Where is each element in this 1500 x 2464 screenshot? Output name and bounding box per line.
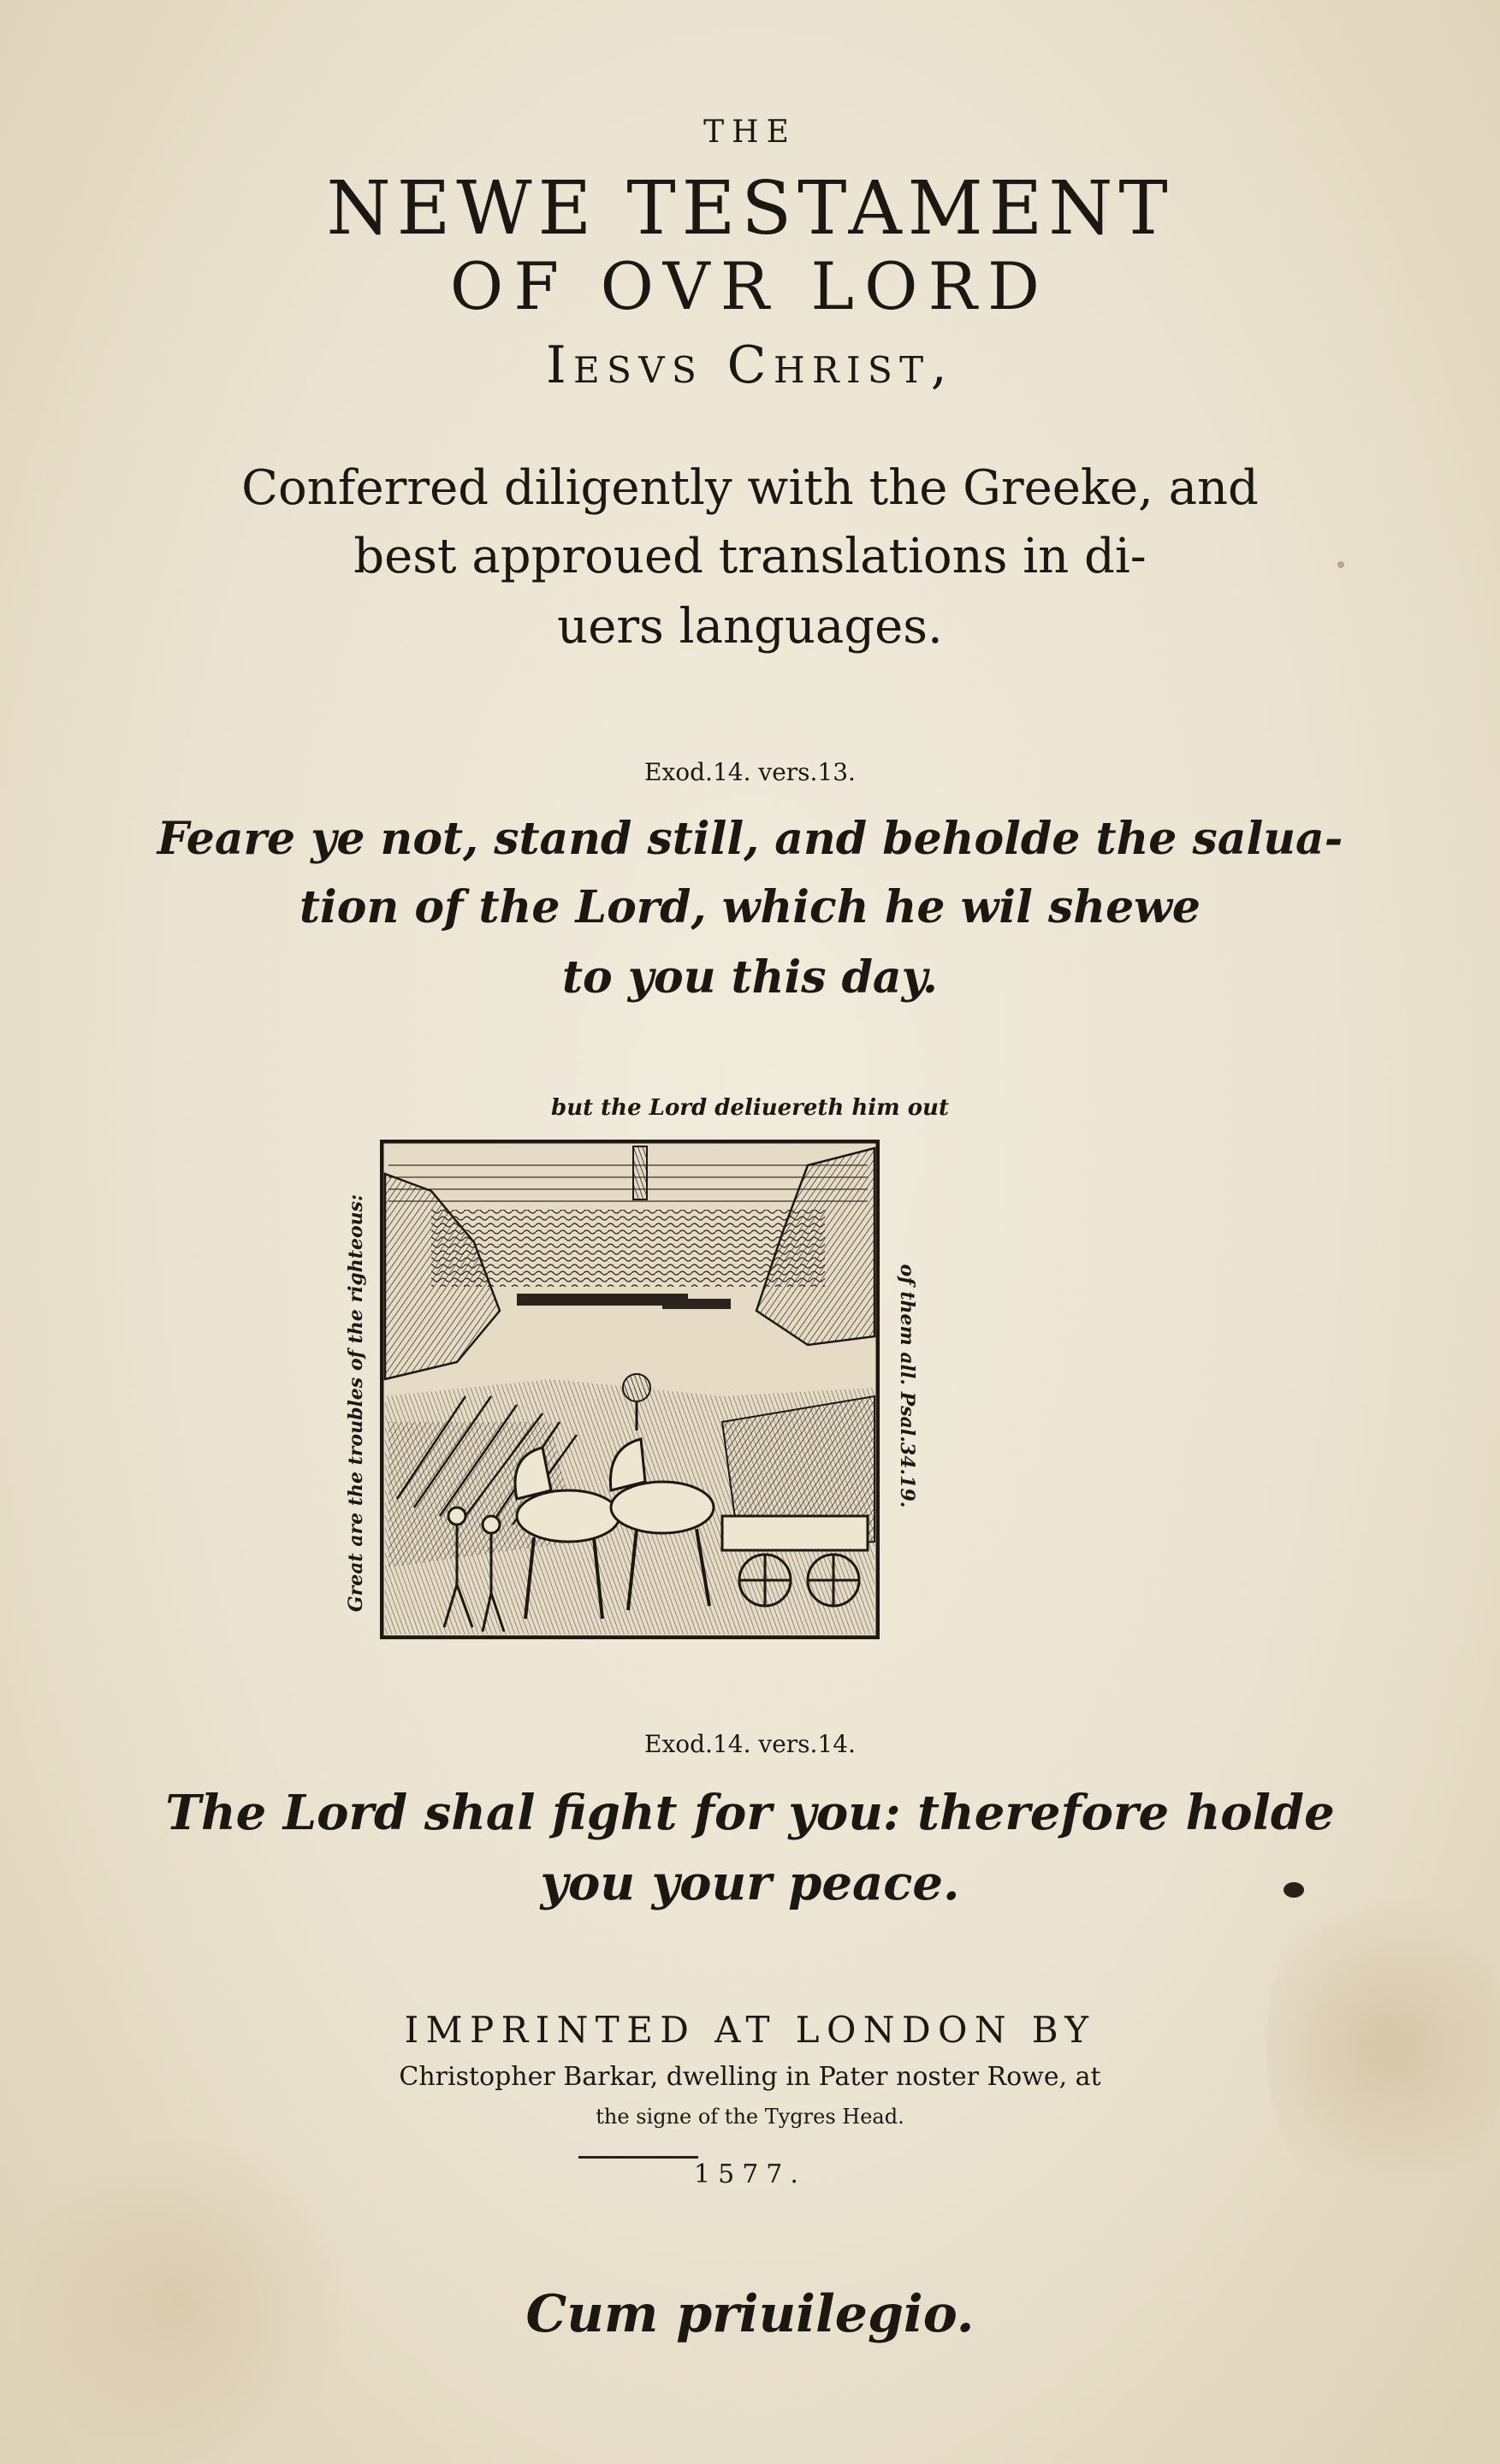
subtitle-line-2: best approued translations in di-	[353, 529, 1147, 584]
title-the: THE	[703, 115, 797, 150]
privilege-line: Cum priuilegio.	[525, 2284, 975, 2344]
verse1-line-2: tion of the Lord, which he wil shewe	[299, 881, 1201, 933]
verse2-line-1: The Lord shal fight for you: therefore holde	[165, 1785, 1335, 1841]
imprint-line-1: IMPRINTED AT LONDON BY	[404, 2009, 1096, 2051]
verse2-reference: Exod.14. vers.14.	[644, 1730, 856, 1758]
verse1-reference: Exod.14. vers.13.	[644, 758, 856, 786]
imprint-line-2: Christopher Barkar, dwelling in Pater noster Rowe, at	[399, 2062, 1101, 2092]
verse2-line-2: you your peace.	[540, 1855, 960, 1911]
subtitle-line-1: Conferred diligently with the Greeke, and	[241, 460, 1259, 516]
title-jesus-christ: Iesvs Christ,	[545, 335, 955, 395]
imprint-line-3: the signe of the Tygres Head.	[596, 2105, 904, 2129]
woodcut-illustration	[380, 1140, 880, 1639]
subtitle-line-3: uers languages.	[557, 599, 943, 654]
imprint-rule	[578, 2156, 698, 2159]
verse1-line-1: Feare ye not, stand still, and beholde the salua-	[157, 813, 1343, 865]
title-newe-testament: NEWE TESTAMENT	[326, 166, 1174, 252]
title-of-our-lord: OF OVR LORD	[449, 248, 1051, 324]
woodcut-top-caption: but the Lord deliuereth him out	[551, 1095, 949, 1121]
imprint-year: 1577.	[694, 2159, 806, 2189]
verse1-line-3: to you this day.	[562, 951, 938, 1004]
